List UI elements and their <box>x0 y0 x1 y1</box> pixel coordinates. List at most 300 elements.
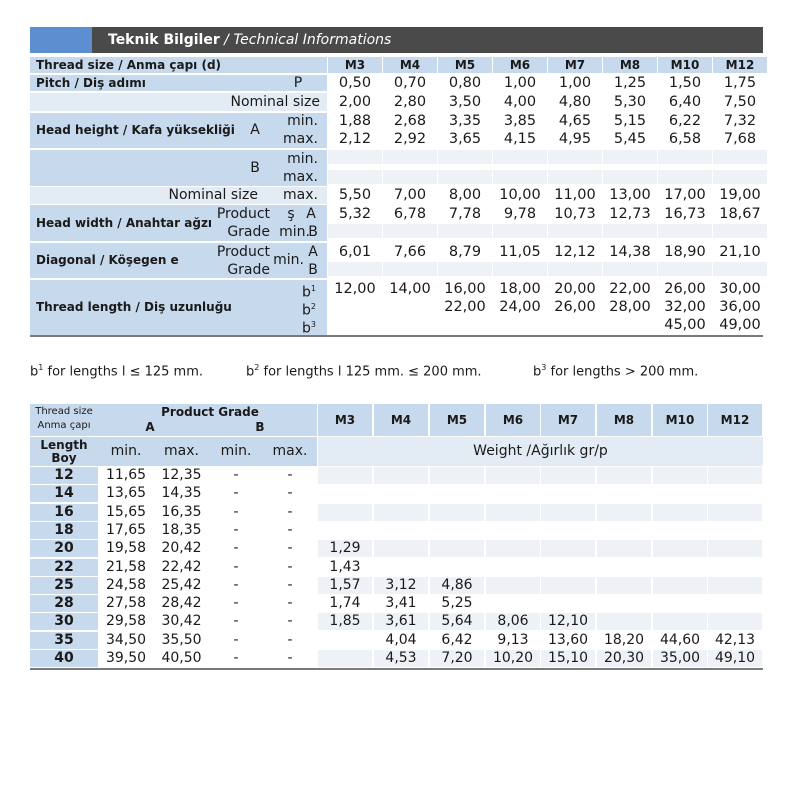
t2-b-max: max. <box>272 443 308 459</box>
t2-row-a-max: 28,42 <box>161 595 202 611</box>
t2-b-min: min. <box>220 443 252 459</box>
hw-min-value-m3: 5,32 <box>338 206 372 222</box>
hw-min-value-m8: 12,73 <box>609 206 651 222</box>
t2-product-grade: Product Grade <box>161 405 259 419</box>
t2-row-weight-m10 <box>653 504 707 521</box>
hh-a-min-value-m6: 3,85 <box>503 113 537 129</box>
t2-row-weight-m10: 35,00 <box>659 650 701 666</box>
hh-a-max-value-m8: 5,45 <box>613 131 647 147</box>
pitch-value-m10: 1,50 <box>668 75 702 91</box>
diag-cell-bg-2 <box>603 262 657 276</box>
t2-row-weight-m10 <box>653 467 707 484</box>
t2-row-a-max: 30,42 <box>161 613 202 629</box>
hw-cell-bg-2 <box>438 224 492 238</box>
t2-row-weight-m3: 1,74 <box>329 595 361 611</box>
t2-row-weight-m7: 15,10 <box>547 650 589 666</box>
hw-product: Product <box>216 206 270 222</box>
t2-row-weight-m3 <box>318 504 372 521</box>
t2-row-weight-m4 <box>374 504 428 521</box>
footnote-b1: $b^1$ for lengths l ≤ 125 mm. <box>30 363 204 380</box>
t2-row-a-max: 12,35 <box>161 467 202 483</box>
b3-value-m6 <box>493 316 547 334</box>
t2-row-a-max: 18,35 <box>161 522 202 538</box>
t2-row-b-max: - <box>287 595 293 611</box>
t2-row-length: 40 <box>54 650 74 666</box>
t2-row-weight-m5 <box>430 522 484 539</box>
hw-cell-bg-2 <box>713 224 767 238</box>
diag-min-value-m3: 6,01 <box>338 244 372 260</box>
b-letter: b <box>302 320 311 337</box>
t2-row-a-max: 25,42 <box>161 577 202 593</box>
t2-row-weight-m3 <box>318 467 372 484</box>
t2-row-weight-m5 <box>430 504 484 521</box>
size-header-m4: M4 <box>399 58 421 72</box>
t2-anma-capi: Anma çapı <box>37 420 91 431</box>
t2-row-weight-m12 <box>708 595 762 612</box>
hw-min-value-m6: 9,78 <box>503 206 537 222</box>
pitch-value-m8: 1,25 <box>613 75 647 91</box>
b2-value-m12: 36,00 <box>719 299 761 315</box>
b1-value-m12: 30,00 <box>719 281 761 297</box>
t2-row-weight-m7 <box>541 522 595 539</box>
size-header-m3: M3 <box>344 58 366 72</box>
hh-grade-a: A <box>250 122 260 138</box>
pitch-value-m7: 1,00 <box>558 75 592 91</box>
t2-row-weight-m7 <box>541 504 595 521</box>
b-letter: b <box>302 284 311 301</box>
b1-value-m5: 16,00 <box>444 281 486 297</box>
t2-row-b-min: - <box>233 632 239 648</box>
t2-row-b-max: - <box>287 467 293 483</box>
t2-row-weight-m4 <box>374 540 428 557</box>
t2-row-weight-m5: 5,64 <box>441 613 473 629</box>
diag-min-label: min. <box>273 252 304 268</box>
t2-row-weight-m7 <box>541 577 595 594</box>
t2-row-length: 28 <box>54 595 74 611</box>
b-superscript: 2 <box>310 302 316 311</box>
thread-length-b1-label <box>286 280 316 301</box>
hh-a-min-value-m3: 1,88 <box>338 113 372 129</box>
hhb-cell-bg-1 <box>493 150 547 164</box>
t2-row-length: 12 <box>54 467 74 483</box>
t2-row-weight-m7 <box>541 595 595 612</box>
diag-product: Product <box>216 244 270 260</box>
nominal-value-m6: 4,00 <box>503 94 537 110</box>
t2-row-weight-m8 <box>597 559 651 576</box>
hw-max-value-m6: 10,00 <box>499 187 541 203</box>
t2-row-b-max: - <box>287 485 293 501</box>
t2-row-weight-m12 <box>708 522 762 539</box>
hw-cell-bg-2 <box>603 224 657 238</box>
pitch-value-m12: 1,75 <box>723 75 757 91</box>
t2-weight-label: Weight /Ağırlık gr/p <box>473 443 608 459</box>
t2-row-b-max: - <box>287 540 293 556</box>
hh-min-label: min. <box>287 113 318 129</box>
table2-bottom-rule <box>30 668 763 670</box>
row-separator <box>30 148 763 149</box>
row-separator <box>30 91 763 92</box>
t2-row-weight-m6: 10,20 <box>492 650 534 666</box>
t2-row-a-min: 34,50 <box>105 632 147 648</box>
t2-row-weight-m12 <box>708 577 762 594</box>
t2-row-b-min: - <box>233 613 239 629</box>
hh-a-min-value-m10: 6,22 <box>668 113 702 129</box>
b1-value-m8: 22,00 <box>609 281 651 297</box>
diag-cell-bg-2 <box>328 262 382 276</box>
nominal-value-m5: 3,50 <box>448 94 482 110</box>
t2-row-b-min: - <box>233 485 239 501</box>
t2-size-header-m6: M6 <box>502 413 524 427</box>
hh-a-max-value-m5: 3,65 <box>448 131 482 147</box>
hh-a-max-value-m6: 4,15 <box>503 131 537 147</box>
hw-max-value-m12: 19,00 <box>719 187 761 203</box>
t2-row-b-max: - <box>287 632 293 648</box>
t2-size-header-m7: M7 <box>557 413 579 427</box>
t2-row-length: 25 <box>54 577 74 593</box>
diag-min-value-m5: 8,79 <box>448 244 482 260</box>
b2-value-m3 <box>328 298 382 316</box>
diag-grade-a: A <box>308 244 318 260</box>
t2-row-weight-m10 <box>653 613 707 630</box>
title-english: Technical Informations <box>233 32 392 48</box>
hh-grade-b: B <box>250 160 260 176</box>
t2-row-weight-m7 <box>541 540 595 557</box>
hw-grade: Grade <box>227 224 270 240</box>
b3-value-m3 <box>328 316 382 334</box>
t2-row-a-max: 20,42 <box>161 540 202 556</box>
pitch-symbol: P <box>293 75 303 91</box>
diag-min-value-m7: 12,12 <box>554 244 596 260</box>
t2-row-weight-m8 <box>597 485 651 502</box>
diag-min-value-m10: 18,90 <box>664 244 706 260</box>
size-header-m7: M7 <box>564 58 586 72</box>
hhb-cell-bg-2 <box>548 170 602 184</box>
b1-value-m3: 12,00 <box>334 281 376 297</box>
nominal-max-label: max. <box>283 187 318 203</box>
t2-row-weight-m4: 4,53 <box>385 650 417 666</box>
t2-row-a-min: 15,65 <box>105 504 147 520</box>
t2-row-length: 22 <box>54 559 74 575</box>
hh-a-max-value-m4: 2,92 <box>393 131 427 147</box>
t2-row-weight-m6: 8,06 <box>497 613 529 629</box>
t2-grade-b: B <box>255 420 265 434</box>
t2-row-weight-m12 <box>708 559 762 576</box>
t2-row-a-max: 16,35 <box>161 504 202 520</box>
head-width-label: Head width / Anahtar ağzı <box>36 216 213 230</box>
hw-min-value-m12: 18,67 <box>719 206 761 222</box>
t2-row-weight-m12 <box>708 467 762 484</box>
t2-size-header-m3: M3 <box>334 413 356 427</box>
header-accent <box>30 27 92 53</box>
t2-row-weight-m8 <box>597 613 651 630</box>
t2-row-weight-m7 <box>541 485 595 502</box>
row-separator <box>30 278 763 279</box>
t2-row-weight-m12 <box>708 504 762 521</box>
size-header-m5: M5 <box>454 58 476 72</box>
t2-row-weight-m3 <box>318 522 372 539</box>
t2-size-header-m10: M10 <box>665 413 695 427</box>
hw-grade-b: B <box>308 224 318 240</box>
hh-max-label: max. <box>283 131 318 147</box>
t2-row-weight-m7 <box>541 467 595 484</box>
hw-grade-a: A <box>306 206 316 222</box>
nominal-value-m4: 2,80 <box>393 94 427 110</box>
hw-min-value-m10: 16,73 <box>664 206 706 222</box>
hhb-cell-bg-2 <box>438 170 492 184</box>
b-letter: b <box>302 302 311 319</box>
b-superscript: 1 <box>310 284 316 293</box>
t2-row-weight-m10 <box>653 522 707 539</box>
t2-row-weight-m12 <box>708 485 762 502</box>
hh-a-min-value-m12: 7,32 <box>723 113 757 129</box>
t2-row-weight-m5: 4,86 <box>441 577 473 593</box>
hw-min-value-m5: 7,78 <box>448 206 482 222</box>
hh-a-min-value-m4: 2,68 <box>393 113 427 129</box>
t2-row-weight-m8 <box>597 467 651 484</box>
t2-row-weight-m5 <box>430 559 484 576</box>
hw-max-value-m4: 7,00 <box>393 187 427 203</box>
t2-row-a-max: 40,50 <box>161 650 202 666</box>
hhb-cell-bg-1 <box>603 150 657 164</box>
hhb-cell-bg-1 <box>548 150 602 164</box>
size-header-m12: M12 <box>725 58 755 72</box>
t2-row-weight-m6 <box>486 504 540 521</box>
t2-row-weight-m3 <box>318 485 372 502</box>
hhb-cell-bg-1 <box>713 150 767 164</box>
t2-row-weight-m8 <box>597 577 651 594</box>
t2-row-weight-m6 <box>486 522 540 539</box>
t2-row-a-min: 17,65 <box>105 522 147 538</box>
thread-length-b2-label <box>286 298 316 319</box>
t2-row-a-min: 39,50 <box>105 650 147 666</box>
t2-row-weight-m5 <box>430 467 484 484</box>
diag-min-value-m6: 11,05 <box>499 244 541 260</box>
t2-row-b-min: - <box>233 577 239 593</box>
t2-row-weight-m12 <box>708 613 762 630</box>
t2-row-weight-m8 <box>597 595 651 612</box>
b1-value-m7: 20,00 <box>554 281 596 297</box>
t2-row-weight-m3: 1,57 <box>329 577 361 593</box>
t2-row-length: 18 <box>54 522 74 538</box>
nominal-value-m8: 5,30 <box>613 94 647 110</box>
t2-row-b-min: - <box>233 559 239 575</box>
thread-length-b3-label <box>286 316 316 337</box>
t2-row-weight-m4 <box>374 467 428 484</box>
pitch-value-m4: 0,70 <box>393 75 427 91</box>
t2-row-a-min: 27,58 <box>105 595 147 611</box>
hhb-cell-bg-1 <box>658 150 712 164</box>
hw-max-value-m10: 17,00 <box>664 187 706 203</box>
hw-cell-bg-2 <box>383 224 437 238</box>
t2-row-a-min: 13,65 <box>105 485 147 501</box>
nominal-value-m3: 2,00 <box>338 94 372 110</box>
size-header-m8: M8 <box>619 58 641 72</box>
thread-length-label: Thread length / Diş uzunluğu <box>36 300 232 314</box>
t2-row-b-max: - <box>287 522 293 538</box>
hw-max-value-m5: 8,00 <box>448 187 482 203</box>
b3-value-m5 <box>438 316 492 334</box>
t2-boy: Boy <box>51 451 77 465</box>
hw-cell-bg-2 <box>548 224 602 238</box>
t2-row-b-max: - <box>287 577 293 593</box>
t2-row-weight-m4: 4,04 <box>385 632 417 648</box>
t2-row-weight-m5 <box>430 485 484 502</box>
t2-row-weight-m8 <box>597 522 651 539</box>
t2-row-a-min: 21,58 <box>105 559 147 575</box>
hhb-cell-bg-2 <box>658 170 712 184</box>
b3-value-m7 <box>548 316 602 334</box>
t2-row-weight-m10 <box>653 577 707 594</box>
t2-row-a-min: 29,58 <box>105 613 147 629</box>
hw-s-symbol: ş <box>287 206 295 222</box>
page-title <box>108 27 391 53</box>
nominal-value-m7: 4,80 <box>558 94 592 110</box>
t2-row-length: 35 <box>54 632 74 648</box>
t2-row-weight-m4: 3,12 <box>385 577 417 593</box>
t2-row-weight-m8 <box>597 540 651 557</box>
t2-row-b-min: - <box>233 540 239 556</box>
hw-max-value-m3: 5,50 <box>338 187 372 203</box>
row-separator <box>30 241 763 242</box>
t2-row-a-min: 24,58 <box>105 577 147 593</box>
diag-cell-bg-2 <box>493 262 547 276</box>
t2-row-b-min: - <box>233 504 239 520</box>
t2-row-weight-m4 <box>374 485 428 502</box>
b2-value-m8: 28,00 <box>609 299 651 315</box>
diag-cell-bg-2 <box>438 262 492 276</box>
t2-row-weight-m12: 49,10 <box>714 650 756 666</box>
t2-row-weight-m3: 1,29 <box>329 540 361 556</box>
t2-row-weight-m5: 7,20 <box>441 650 473 666</box>
size-header-m6: M6 <box>509 58 531 72</box>
t2-length: Length <box>40 438 88 452</box>
t2-row-weight-m8: 20,30 <box>603 650 645 666</box>
t2-row-weight-m6 <box>486 540 540 557</box>
row-separator <box>30 73 763 74</box>
nominal-size-max-label: Nominal size <box>168 187 258 203</box>
hw-min-value-m7: 10,73 <box>554 206 596 222</box>
b2-value-m5: 22,00 <box>444 299 486 315</box>
hhb-cell-bg-2 <box>603 170 657 184</box>
nominal-value-m10: 6,40 <box>668 94 702 110</box>
t2-row-weight-m4: 3,61 <box>385 613 417 629</box>
diag-min-value-m8: 14,38 <box>609 244 651 260</box>
t2-row-weight-m10: 44,60 <box>659 632 701 648</box>
t2-row-weight-m7: 12,10 <box>547 613 589 629</box>
t2-row-weight-m4: 3,41 <box>385 595 417 611</box>
t2-row-a-min: 11,65 <box>105 467 147 483</box>
hh-a-min-value-m5: 3,35 <box>448 113 482 129</box>
hhb-cell-bg-2 <box>383 170 437 184</box>
t2-row-a-max: 35,50 <box>161 632 202 648</box>
b3-value-m8 <box>603 316 657 334</box>
t2-row-weight-m6 <box>486 485 540 502</box>
t2-row-weight-m6 <box>486 577 540 594</box>
table1-bottom-rule <box>30 335 763 337</box>
hhb-cell-bg-1 <box>438 150 492 164</box>
t2-row-weight-m3: 1,43 <box>329 559 361 575</box>
hh-a-max-value-m7: 4,95 <box>558 131 592 147</box>
title-turkish: Teknik Bilgiler <box>108 32 220 48</box>
title-separator: / <box>219 32 234 48</box>
hw-cell-bg-2 <box>328 224 382 238</box>
t2-row-weight-m5: 6,42 <box>441 632 473 648</box>
b3-value-m4 <box>383 316 437 334</box>
t2-row-weight-m12 <box>708 540 762 557</box>
hw-max-value-m7: 11,00 <box>554 187 596 203</box>
diag-cell-bg-2 <box>658 262 712 276</box>
t2-row-weight-m12: 42,13 <box>714 632 756 648</box>
diag-cell-bg-2 <box>383 262 437 276</box>
head-height-label: Head height / Kafa yüksekliği <box>36 123 235 137</box>
footnote-b3: $b^3$ for lengths > 200 mm. <box>533 363 699 380</box>
hh-a-max-value-m3: 2,12 <box>338 131 372 147</box>
hhb-min-label: min. <box>287 151 318 167</box>
diag-min-value-m12: 21,10 <box>719 244 761 260</box>
t2-row-length: 20 <box>54 540 74 556</box>
b-superscript: 3 <box>310 320 316 329</box>
t2-row-weight-m7: 13,60 <box>547 632 589 648</box>
row-separator <box>30 55 763 56</box>
t2-size-header-m5: M5 <box>446 413 468 427</box>
t2-a-max: max. <box>164 443 199 459</box>
b3-value-m12: 49,00 <box>719 317 761 333</box>
t2-row-a-min: 19,58 <box>105 540 147 556</box>
t2-row-b-min: - <box>233 650 239 666</box>
b3-value-m10: 45,00 <box>664 317 706 333</box>
size-header-m10: M10 <box>670 58 700 72</box>
t2-row-b-min: - <box>233 595 239 611</box>
pitch-label: Pitch / Diş adımı <box>36 76 146 90</box>
hh-a-min-value-m8: 5,15 <box>613 113 647 129</box>
hhb-cell-bg-2 <box>493 170 547 184</box>
diag-grade: Grade <box>227 262 270 278</box>
hw-cell-bg-2 <box>493 224 547 238</box>
t2-row-weight-m10 <box>653 559 707 576</box>
t2-row-weight-m10 <box>653 540 707 557</box>
hhb-cell-bg-1 <box>328 150 382 164</box>
b1-value-m6: 18,00 <box>499 281 541 297</box>
hw-cell-bg-2 <box>658 224 712 238</box>
b1-value-m4: 14,00 <box>389 281 431 297</box>
t2-row-weight-m10 <box>653 595 707 612</box>
t2-grade-a: A <box>145 420 155 434</box>
t2-row-b-max: - <box>287 504 293 520</box>
t2-row-weight-m8: 18,20 <box>603 632 645 648</box>
t2-row-weight-m3 <box>318 650 372 667</box>
diag-cell-bg-2 <box>713 262 767 276</box>
hw-min-value-m4: 6,78 <box>393 206 427 222</box>
t2-row-weight-m3: 1,85 <box>329 613 361 629</box>
t2-row-b-max: - <box>287 650 293 666</box>
hhb-cell-bg-1 <box>383 150 437 164</box>
nominal-size-label: Nominal size <box>230 94 320 110</box>
diag-min-value-m4: 7,66 <box>393 244 427 260</box>
thread-size-label: Thread size / Anma çapı (d) <box>36 58 222 72</box>
hhb-cell-bg-2 <box>328 170 382 184</box>
t2-row-weight-m3 <box>318 632 372 649</box>
t2-row-weight-m5: 5,25 <box>441 595 473 611</box>
t2-row-weight-m4 <box>374 522 428 539</box>
b2-value-m7: 26,00 <box>554 299 596 315</box>
t2-row-b-max: - <box>287 613 293 629</box>
hhb-max-label: max. <box>283 169 318 185</box>
hh-a-max-value-m10: 6,58 <box>668 131 702 147</box>
hhb-cell-bg-2 <box>713 170 767 184</box>
t2-row-a-max: 22,42 <box>161 559 202 575</box>
t2-row-weight-m6: 9,13 <box>497 632 529 648</box>
t2-row-length: 30 <box>54 613 74 629</box>
